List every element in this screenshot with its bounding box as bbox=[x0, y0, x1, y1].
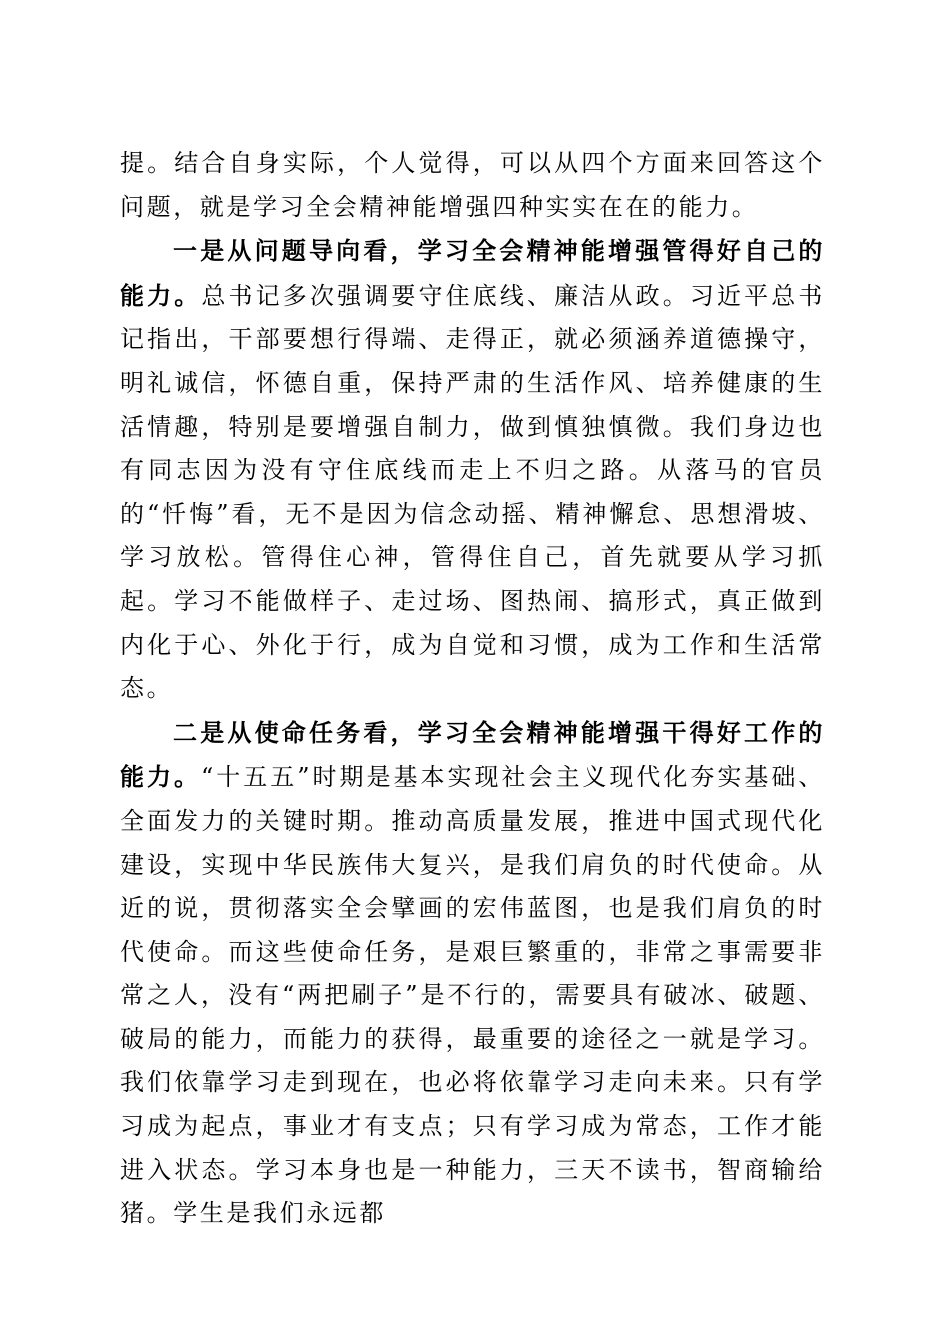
document-body bbox=[120, 142, 825, 1236]
paragraph-point-one bbox=[120, 229, 825, 711]
paragraph-lead-heading: 二是从使命任务看，学习全会精神能增强干得好工作的能力。 bbox=[120, 717, 825, 792]
paragraph-text: 提。结合自身实际，个人觉得，可以从四个方面来回答这个问题，就是学习全会精神能增强四种实实在在的能力。 bbox=[120, 149, 825, 221]
paragraph-point-two bbox=[120, 711, 825, 1236]
paragraph-lead-heading: 一是从问题导向看，学习全会精神能增强管得好自己的能力。 bbox=[120, 236, 825, 310]
paragraph-continuation bbox=[120, 142, 825, 229]
paragraph-text: “十五五”时期是基本实现社会主义现代化夯实基础、全面发力的关键时期。推动高质量发展，推进中国式现代化建设，实现中华民族伟大复兴，是我们肩负的时代使命。从近的说，贯彻落实全会擘画的宏伟蓝图，也是我们肩负的时代使命。而这些使命任务，是艰巨繁重的，非常之事需要非常之人，没有“两把刷子”是不行的，需要具有破冰、破题、破局的能力，而能力的获得，最重要的途径之一就是学习。我们依靠学习走到现在，也必将依靠学习走向未来。只有学习成为起点，事业才有支点；只有学习成为常态，工作才能进入状态。学习本身也是一种能力，三天不读书，智商输给猪。学生是我们永远都 bbox=[120, 763, 825, 1228]
paragraph-text: 总书记多次强调要守住底线、廉洁从政。习近平总书记指出，干部要想行得端、走得正，就必须涵养道德操守，明礼诚信，怀德自重，保持严肃的生活作风、培养健康的生活情趣，特别是要增强自制力，做到慎独慎微。我们身边也有同志因为没有守住底线而走上不归之路。从落马的官员的“忏悔”看，无不是因为信念动摇、精神懈怠、思想滑坡、学习放松。管得住心神，管得住自己，首先就要从学习抓起。学习不能做样子、走过场、图热闹、搞形式，真正做到内化于心、外化于行，成为自觉和习惯，成为工作和生活常态。 bbox=[120, 281, 825, 703]
